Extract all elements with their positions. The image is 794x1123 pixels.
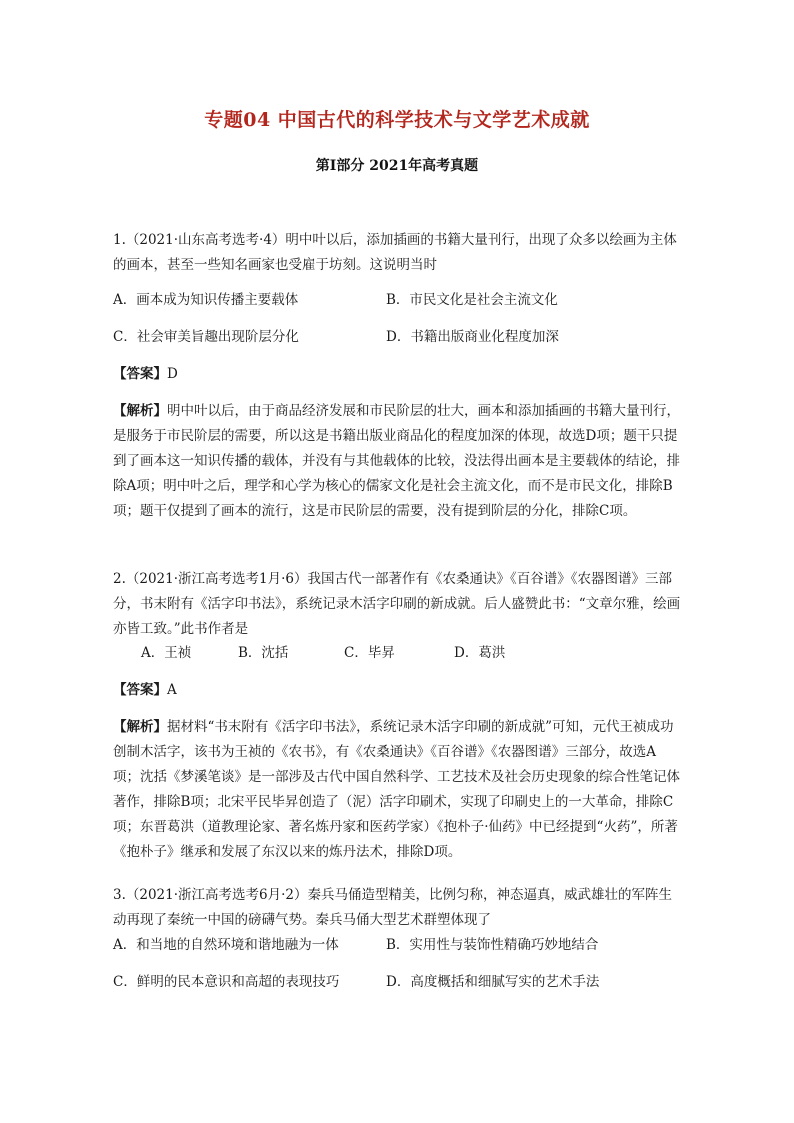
question-1-stem: 1.（2021·山东高考选考·4）明中叶以后，添加插画的书籍大量刊行，出现了众多以绘画为主体的画本，甚至一些知名画家也受雇于坊刻。这说明当时 (113, 232, 677, 273)
answer-label: 【答案】 (113, 682, 167, 698)
question-1-answer (113, 364, 178, 384)
answer-label: 【答案】 (113, 366, 167, 382)
question-2-option-a: A．王祯 (141, 645, 192, 661)
section-subtitle: 第Ⅰ部分 2021年高考真题 (315, 158, 479, 174)
analysis-text: 据材料“书末附有《活字印书法》，系统记录木活字印刷的新成就”可知，元代王祯成功创制木活字，该书为王祯的《农书》，有《农桑通诀》《百谷谱》《农器图谱》三部分，故选A项；沈括《梦溪笔谈》是一部涉及古代中国自然科学、工艺技术及社会历史现象的综合性笔记体著作，排除B项；北宋平民毕昇创造了（泥）活字印刷术，实现了印刷史上的一大革命，排除C项；东晋葛洪（道教理论家、著名炼丹家和医药学家）《抱朴子·仙药》中已经提到“火药”，所著《抱朴子》继承和发展了东汉以来的炼丹法术，排除D项。 (113, 719, 680, 860)
question-2-stem: 2.（2021·浙江高考选考1月·6）我国古代一部著作有《农桑通诀》《百谷谱》《农器图谱》三部分，书末附有《活字印书法》，系统记录木活字印刷的新成就。后人盛赞此书：“文章尔雅，绘画亦皆工致。”此书作者是 (113, 571, 681, 637)
question-1-option-d: D．书籍出版商业化程度加深 (386, 329, 559, 345)
question-1-option-c: C．社会审美旨趣出现阶层分化 (113, 329, 299, 345)
analysis-label: 【解析】 (113, 719, 167, 735)
question-2-option-d: D．葛洪 (454, 645, 506, 661)
question-2-analysis (113, 715, 681, 865)
question-3-stem: 3.（2021·浙江高考选考6月·2）秦兵马俑造型精美，比例匀称，神态逼真，威武雄壮的军阵生动再现了秦统一中国的磅礴气势。秦兵马俑大型艺术群塑体现了 (113, 887, 672, 928)
question-2-option-c: C．毕昇 (344, 645, 395, 661)
question-1-option-a: A．画本成为知识传播主要载体 (113, 292, 299, 308)
page-title: 专题04 中国古代的科学技术与文学艺术成就 (204, 109, 590, 131)
analysis-text: 明中叶以后，由于商品经济发展和市民阶层的壮大，画本和添加插画的书籍大量刊行，是服务于市民阶层的需要，所以这是书籍出版业商品化的程度加深的体现，故选D项；题干只提到了画本这一知识传播的载体，并没有与其他载体的比较，没法得出画本是主要载体的结论，排除A项；明中叶之后，理学和心学为核心的儒家文化是社会主流文化，而不是市民文化，排除B项；题干仅提到了画本的流行，这是市民阶层的需要，没有提到阶层的分化，排除C项。 (113, 403, 680, 519)
answer-value: A (167, 682, 177, 698)
question-2-answer (113, 680, 177, 700)
question-3-option-d: D．高度概括和细腻写实的艺术手法 (386, 974, 600, 990)
question-1-analysis (113, 399, 681, 524)
question-2-option-b: B．沈括 (238, 645, 289, 661)
question-3-option-b: B．实用性与装饰性精确巧妙地结合 (386, 937, 599, 953)
question-1-option-b: B．市民文化是社会主流文化 (386, 292, 558, 308)
answer-value: D (167, 366, 178, 382)
question-3-option-c: C．鲜明的民本意识和高超的表现技巧 (113, 974, 340, 990)
analysis-label: 【解析】 (113, 403, 167, 419)
question-3-option-a: A．和当地的自然环境和谐地融为一体 (113, 937, 339, 953)
